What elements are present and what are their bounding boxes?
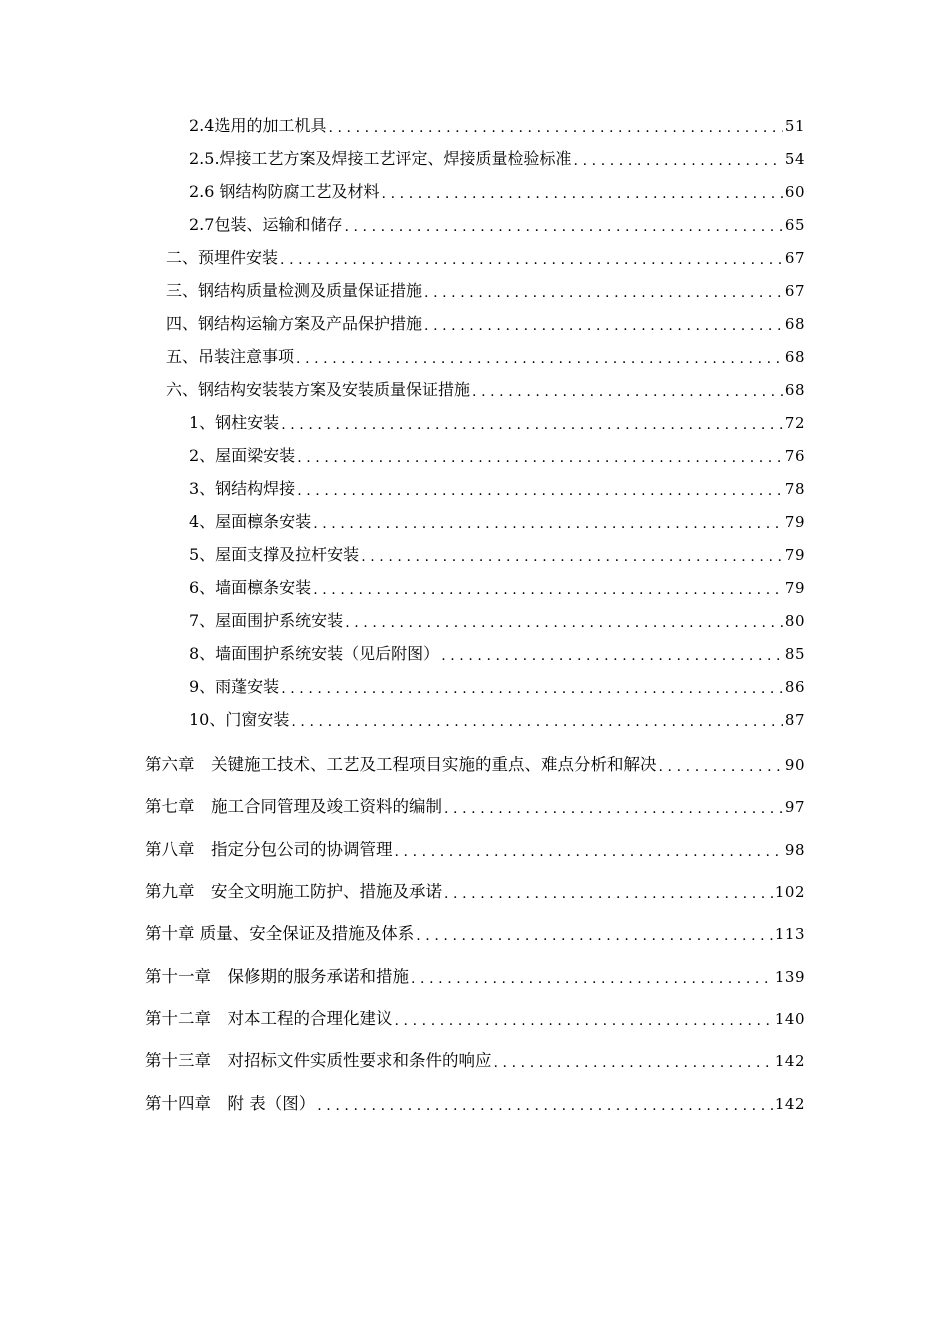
toc-entry-page: 113 <box>774 925 805 944</box>
toc-entry-title: 第十一章 保修期的服务承诺和措施 <box>145 966 409 986</box>
toc-entry-page: 142 <box>774 1052 805 1071</box>
toc-entry-page: 102 <box>774 883 805 902</box>
toc-entry-page: 80 <box>784 611 805 630</box>
dot-leader <box>297 448 783 468</box>
toc-entry-page: 98 <box>784 840 805 859</box>
dot-leader <box>659 757 783 777</box>
toc-entry-title: 第十章 质量、安全保证及措施及体系 <box>145 924 415 944</box>
toc-chapter-entry[interactable] <box>0 786 950 828</box>
toc-entry-page: 65 <box>784 215 805 234</box>
toc-chapter-entry[interactable] <box>0 998 950 1040</box>
toc-entry-title: 2.4选用的加工机具 <box>189 115 327 135</box>
toc-entry-page: 97 <box>784 798 805 817</box>
toc-entry-page: 90 <box>784 756 805 775</box>
dot-leader <box>328 118 782 138</box>
toc-entry-title: 第九章 安全文明施工防护、措施及承诺 <box>145 882 442 902</box>
toc-entry-title: 第十四章 附 表（图） <box>145 1093 316 1113</box>
dot-leader <box>281 415 783 435</box>
toc-entry[interactable] <box>0 703 950 736</box>
dot-leader <box>344 217 782 237</box>
toc-entry-title: 8、墙面围护系统安装（见后附图） <box>189 643 440 663</box>
toc-entry-title: 第七章 施工合同管理及竣工资料的编制 <box>145 797 442 817</box>
toc-entry-page: 67 <box>784 281 805 300</box>
dot-leader <box>444 799 783 819</box>
toc-entry[interactable] <box>0 505 950 538</box>
toc-entry-page: 142 <box>774 1094 805 1113</box>
toc-entry-title: 第六章 关键施工技术、工艺及工程项目实施的重点、难点分析和解决 <box>145 755 657 775</box>
toc-entry-page: 79 <box>784 545 805 564</box>
toc-entry-page: 60 <box>784 182 805 201</box>
toc-chapter-entry[interactable] <box>0 955 950 997</box>
toc-chapter-entry[interactable] <box>0 829 950 871</box>
toc-chapter-entry[interactable] <box>0 871 950 913</box>
dot-leader <box>395 1011 773 1031</box>
toc-entry-page: 51 <box>784 116 805 135</box>
dot-leader <box>494 1053 773 1073</box>
toc-entry-page: 86 <box>784 677 805 696</box>
dot-leader <box>291 712 783 732</box>
dot-leader <box>313 580 783 600</box>
toc-entry[interactable] <box>0 406 950 439</box>
toc-entry[interactable] <box>0 340 950 373</box>
toc-entry-title: 10、门窗安装 <box>189 709 290 729</box>
toc-entry-page: 85 <box>784 644 805 663</box>
toc-entry[interactable] <box>0 175 950 208</box>
toc-entry-title: 6、墙面檩条安装 <box>189 577 312 597</box>
toc-entry-title: 2.6 钢结构防腐工艺及材料 <box>189 181 380 201</box>
dot-leader <box>416 926 773 946</box>
dot-leader <box>296 349 783 369</box>
toc-entry-title: 2.5.焊接工艺方案及焊接工艺评定、焊接质量检验标准 <box>189 148 572 168</box>
toc-entry-title: 第十三章 对招标文件实质性要求和条件的响应 <box>145 1051 492 1071</box>
toc-entry-page: 68 <box>784 314 805 333</box>
toc-entry-page: 68 <box>784 347 805 366</box>
toc-entry[interactable] <box>0 538 950 571</box>
toc-entry-title: 五、吊装注意事项 <box>166 346 295 366</box>
dot-leader <box>395 842 783 862</box>
dot-leader <box>411 969 773 989</box>
dot-leader <box>281 679 783 699</box>
toc-entry[interactable] <box>0 373 950 406</box>
dot-leader <box>313 514 783 534</box>
dot-leader <box>280 250 783 270</box>
toc-entry-page: 79 <box>784 578 805 597</box>
table-of-contents <box>0 109 950 1125</box>
toc-entry[interactable] <box>0 109 950 142</box>
dot-leader <box>317 1096 773 1116</box>
toc-entry[interactable] <box>0 208 950 241</box>
toc-entry[interactable] <box>0 604 950 637</box>
dot-leader <box>441 646 783 666</box>
toc-entry-title: 1、钢柱安装 <box>189 412 280 432</box>
toc-entry-title: 5、屋面支撑及拉杆安装 <box>189 544 360 564</box>
toc-entry-page: 72 <box>784 413 805 432</box>
toc-entry-title: 三、钢结构质量检测及质量保证措施 <box>166 280 423 300</box>
toc-entry-page: 79 <box>784 512 805 531</box>
toc-entry-page: 76 <box>784 446 805 465</box>
dot-leader <box>472 382 783 402</box>
toc-entry[interactable] <box>0 472 950 505</box>
toc-chapter-entry[interactable] <box>0 744 950 786</box>
toc-entry-title: 第十二章 对本工程的合理化建议 <box>145 1008 393 1028</box>
dot-leader <box>574 151 783 171</box>
toc-entry[interactable] <box>0 571 950 604</box>
toc-entry-page: 140 <box>774 1009 805 1028</box>
toc-entry-page: 87 <box>784 710 805 729</box>
toc-entry-title: 第八章 指定分包公司的协调管理 <box>145 839 393 859</box>
toc-entry-page: 67 <box>784 248 805 267</box>
dot-leader <box>382 184 783 204</box>
toc-chapter-entry[interactable] <box>0 1082 950 1124</box>
toc-chapter-entry[interactable] <box>0 913 950 955</box>
toc-entry-title: 7、屋面围护系统安装 <box>189 610 344 630</box>
toc-entry-page: 78 <box>784 479 805 498</box>
toc-entry-title: 4、屋面檩条安装 <box>189 511 312 531</box>
toc-entry-page: 68 <box>784 380 805 399</box>
dot-leader <box>424 283 783 303</box>
toc-entry-title: 2.7包装、运输和储存 <box>189 214 343 234</box>
toc-entry[interactable] <box>0 241 950 274</box>
dot-leader <box>345 613 783 633</box>
toc-entry[interactable] <box>0 307 950 340</box>
toc-entry-title: 3、钢结构焊接 <box>189 478 296 498</box>
toc-entry[interactable] <box>0 670 950 703</box>
toc-chapter-entry[interactable] <box>0 1040 950 1082</box>
toc-entry-title: 六、钢结构安装装方案及安装质量保证措施 <box>166 379 471 399</box>
dot-leader <box>444 884 773 904</box>
toc-entry[interactable] <box>0 274 950 307</box>
dot-leader <box>361 547 783 567</box>
dot-leader <box>424 316 783 336</box>
toc-entry-page: 139 <box>774 967 805 986</box>
toc-entry-title: 9、雨蓬安装 <box>189 676 280 696</box>
toc-entry[interactable] <box>0 142 950 175</box>
toc-entry-page: 54 <box>784 149 805 168</box>
toc-entry-title: 2、屋面梁安装 <box>189 445 296 465</box>
toc-entry[interactable] <box>0 439 950 472</box>
toc-entry[interactable] <box>0 637 950 670</box>
toc-entry-title: 四、钢结构运输方案及产品保护措施 <box>166 313 423 333</box>
dot-leader <box>297 481 783 501</box>
toc-entry-title: 二、预埋件安装 <box>166 247 279 267</box>
